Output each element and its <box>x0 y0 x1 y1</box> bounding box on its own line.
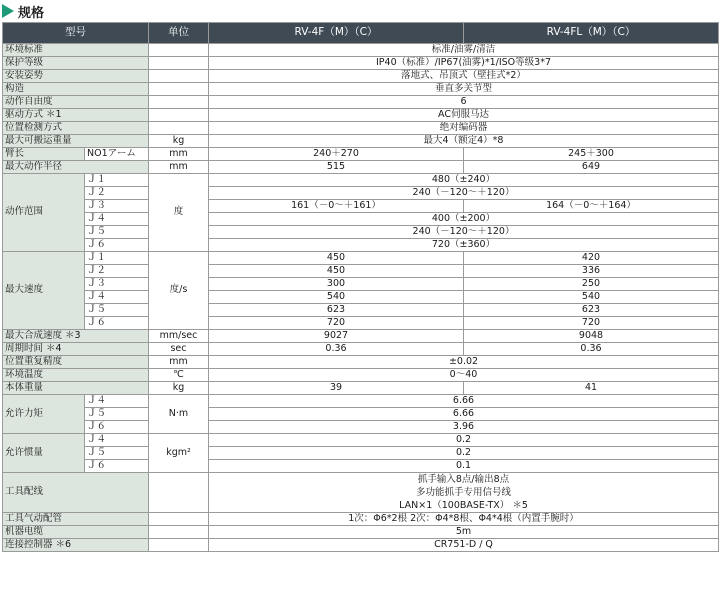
unit-cell: sec <box>149 343 209 356</box>
sub-label: NO1アーム <box>85 148 149 161</box>
row-label: 本体重量 <box>3 382 149 395</box>
value-cell-f: 0.36 <box>209 343 464 356</box>
row-label: 允许力矩 <box>3 395 85 434</box>
value-cell: 最大4（额定4）*8 <box>209 135 719 148</box>
sub-label: Ｊ５ <box>85 226 149 239</box>
unit-cell <box>149 526 209 539</box>
row-label: 驱动方式 ＊1 <box>3 109 149 122</box>
table-row <box>3 330 719 343</box>
value-cell-f: 515 <box>209 161 464 174</box>
table-row <box>3 135 719 148</box>
unit-cell: mm <box>149 161 209 174</box>
unit-cell <box>149 57 209 70</box>
value-cell: 6 <box>209 96 719 109</box>
table-row <box>3 278 719 291</box>
row-label: 环境标准 <box>3 44 149 57</box>
table-row <box>3 161 719 174</box>
header-rv-4f: RV-4F（M）（C） <box>209 23 464 44</box>
sub-label: Ｊ５ <box>85 304 149 317</box>
table-row <box>3 395 719 408</box>
row-label: 周期时间 ＊4 <box>3 343 149 356</box>
section-heading <box>0 0 720 22</box>
row-label: 机器电缆 <box>3 526 149 539</box>
row-label: 最大合成速度 ＊3 <box>3 330 149 343</box>
row-label: 环境温度 <box>3 369 149 382</box>
value-cell: 5m <box>209 526 719 539</box>
table-row <box>3 213 719 226</box>
table-row <box>3 382 719 395</box>
spec-table <box>2 22 719 552</box>
value-cell-f: 450 <box>209 252 464 265</box>
value-cell: 0.2 <box>209 434 719 447</box>
table-row <box>3 70 719 83</box>
sub-label: Ｊ４ <box>85 291 149 304</box>
value-cell: 480（±240） <box>209 174 719 187</box>
table-row <box>3 57 719 70</box>
sub-label: Ｊ１ <box>85 252 149 265</box>
header-model: 型号 <box>3 23 149 44</box>
table-row <box>3 174 719 187</box>
row-label: 安装姿势 <box>3 70 149 83</box>
unit-cell: 度 <box>149 174 209 252</box>
table-row <box>3 252 719 265</box>
value-cell: 400（±200） <box>209 213 719 226</box>
table-row <box>3 239 719 252</box>
value-cell-fl: 336 <box>464 265 719 278</box>
table-header-row <box>3 23 719 44</box>
value-cell-f: 450 <box>209 265 464 278</box>
value-cell-f: 240＋270 <box>209 148 464 161</box>
table-row <box>3 304 719 317</box>
sub-label: Ｊ６ <box>85 460 149 473</box>
unit-cell <box>149 83 209 96</box>
sub-label: Ｊ２ <box>85 265 149 278</box>
unit-cell <box>149 109 209 122</box>
table-row <box>3 356 719 369</box>
table-row <box>3 291 719 304</box>
value-cell-fl: 41 <box>464 382 719 395</box>
value-cell-fl: 649 <box>464 161 719 174</box>
value-cell-f: 9027 <box>209 330 464 343</box>
table-row <box>3 96 719 109</box>
value-cell-f: 623 <box>209 304 464 317</box>
value-cell-f: 39 <box>209 382 464 395</box>
unit-cell: 度/s <box>149 252 209 330</box>
value-cell-f: 300 <box>209 278 464 291</box>
unit-cell <box>149 44 209 57</box>
value-cell: 720（±360） <box>209 239 719 252</box>
value-cell-fl: 0.36 <box>464 343 719 356</box>
value-cell: 6.66 <box>209 395 719 408</box>
value-cell: 标准/油雾/清洁 <box>209 44 719 57</box>
tool-wiring-line: LAN×1（100BASE-TX） ＊5 <box>399 500 528 511</box>
table-row <box>3 109 719 122</box>
value-cell: ±0.02 <box>209 356 719 369</box>
value-cell: IP40（标准）/IP67(油雾)*1/ISO等级3*7 <box>209 57 719 70</box>
row-label: 构造 <box>3 83 149 96</box>
sub-label: Ｊ４ <box>85 213 149 226</box>
sub-label: Ｊ３ <box>85 200 149 213</box>
row-label: 臂长 <box>3 148 85 161</box>
value-cell: 0.2 <box>209 447 719 460</box>
table-row <box>3 513 719 526</box>
table-row <box>3 526 719 539</box>
table-row <box>3 187 719 200</box>
value-cell-fl: 9048 <box>464 330 719 343</box>
table-row <box>3 447 719 460</box>
table-row <box>3 226 719 239</box>
value-cell-f: 540 <box>209 291 464 304</box>
row-label: 工具气动配管 <box>3 513 149 526</box>
table-row <box>3 343 719 356</box>
tool-wiring-line: 多功能抓手专用信号线 <box>415 487 511 498</box>
value-cell: 0～40 <box>209 369 719 382</box>
unit-cell: kg <box>149 382 209 395</box>
value-cell-fl: 720 <box>464 317 719 330</box>
sub-label: Ｊ３ <box>85 278 149 291</box>
value-cell: 垂直多关节型 <box>209 83 719 96</box>
unit-cell <box>149 513 209 526</box>
table-row <box>3 434 719 447</box>
sub-label: Ｊ５ <box>85 408 149 421</box>
header-unit: 单位 <box>149 23 209 44</box>
table-row <box>3 44 719 57</box>
tool-wiring-line: 抓手输入8点/输出8点 <box>417 474 510 485</box>
sub-label: Ｊ２ <box>85 187 149 200</box>
value-cell-f: 720 <box>209 317 464 330</box>
value-cell: 绝对编码器 <box>209 122 719 135</box>
unit-cell <box>149 70 209 83</box>
sub-label: Ｊ１ <box>85 174 149 187</box>
row-label: 工具配线 <box>3 473 149 513</box>
unit-cell: mm <box>149 148 209 161</box>
table-row <box>3 122 719 135</box>
table-row <box>3 369 719 382</box>
value-cell <box>209 473 719 513</box>
table-row <box>3 265 719 278</box>
sub-label: Ｊ４ <box>85 434 149 447</box>
row-label: 最大可搬运重量 <box>3 135 149 148</box>
table-row <box>3 421 719 434</box>
value-cell-fl: 623 <box>464 304 719 317</box>
row-label: 最大动作半径 <box>3 161 149 174</box>
value-cell-fl: 250 <box>464 278 719 291</box>
value-cell: 240（－120～＋120） <box>209 187 719 200</box>
unit-cell <box>149 473 209 513</box>
row-label: 位置重复精度 <box>3 356 149 369</box>
value-cell: CR751-D / Q <box>209 539 719 552</box>
unit-cell <box>149 539 209 552</box>
table-row <box>3 473 719 513</box>
unit-cell: kgm² <box>149 434 209 473</box>
value-cell-fl: 164（－0～＋164） <box>464 200 719 213</box>
row-label: 动作范围 <box>3 174 85 252</box>
sub-label: Ｊ６ <box>85 421 149 434</box>
value-cell: 0.1 <box>209 460 719 473</box>
unit-cell: N·m <box>149 395 209 434</box>
value-cell: 落地式、吊顶式（壁挂式*2） <box>209 70 719 83</box>
table-row <box>3 200 719 213</box>
unit-cell: ℃ <box>149 369 209 382</box>
header-rv-4fl: RV-4FL（M）（C） <box>464 23 719 44</box>
value-cell: AC伺服马达 <box>209 109 719 122</box>
table-row <box>3 539 719 552</box>
row-label: 保护等级 <box>3 57 149 70</box>
table-row <box>3 408 719 421</box>
value-cell: 1次：Φ6*2根 2次：Φ4*8根、Φ4*4根（内置手腕时） <box>209 513 719 526</box>
triangle-marker-icon <box>2 4 14 18</box>
value-cell: 240（－120～＋120） <box>209 226 719 239</box>
table-row <box>3 148 719 161</box>
value-cell: 6.66 <box>209 408 719 421</box>
unit-cell: mm/sec <box>149 330 209 343</box>
row-label: 位置检测方式 <box>3 122 149 135</box>
row-label: 最大速度 <box>3 252 85 330</box>
value-cell: 3.96 <box>209 421 719 434</box>
table-row <box>3 317 719 330</box>
unit-cell <box>149 122 209 135</box>
value-cell-fl: 540 <box>464 291 719 304</box>
table-row <box>3 83 719 96</box>
sub-label: Ｊ４ <box>85 395 149 408</box>
sub-label: Ｊ６ <box>85 239 149 252</box>
unit-cell <box>149 96 209 109</box>
row-label: 允许惯量 <box>3 434 85 473</box>
value-cell-fl: 420 <box>464 252 719 265</box>
sub-label: Ｊ６ <box>85 317 149 330</box>
table-row <box>3 460 719 473</box>
row-label: 连接控制器 ＊6 <box>3 539 149 552</box>
sub-label: Ｊ５ <box>85 447 149 460</box>
value-cell-f: 161（－0～＋161） <box>209 200 464 213</box>
unit-cell: mm <box>149 356 209 369</box>
page-title: 规格 <box>18 5 45 21</box>
value-cell-fl: 245＋300 <box>464 148 719 161</box>
row-label: 动作自由度 <box>3 96 149 109</box>
unit-cell: kg <box>149 135 209 148</box>
